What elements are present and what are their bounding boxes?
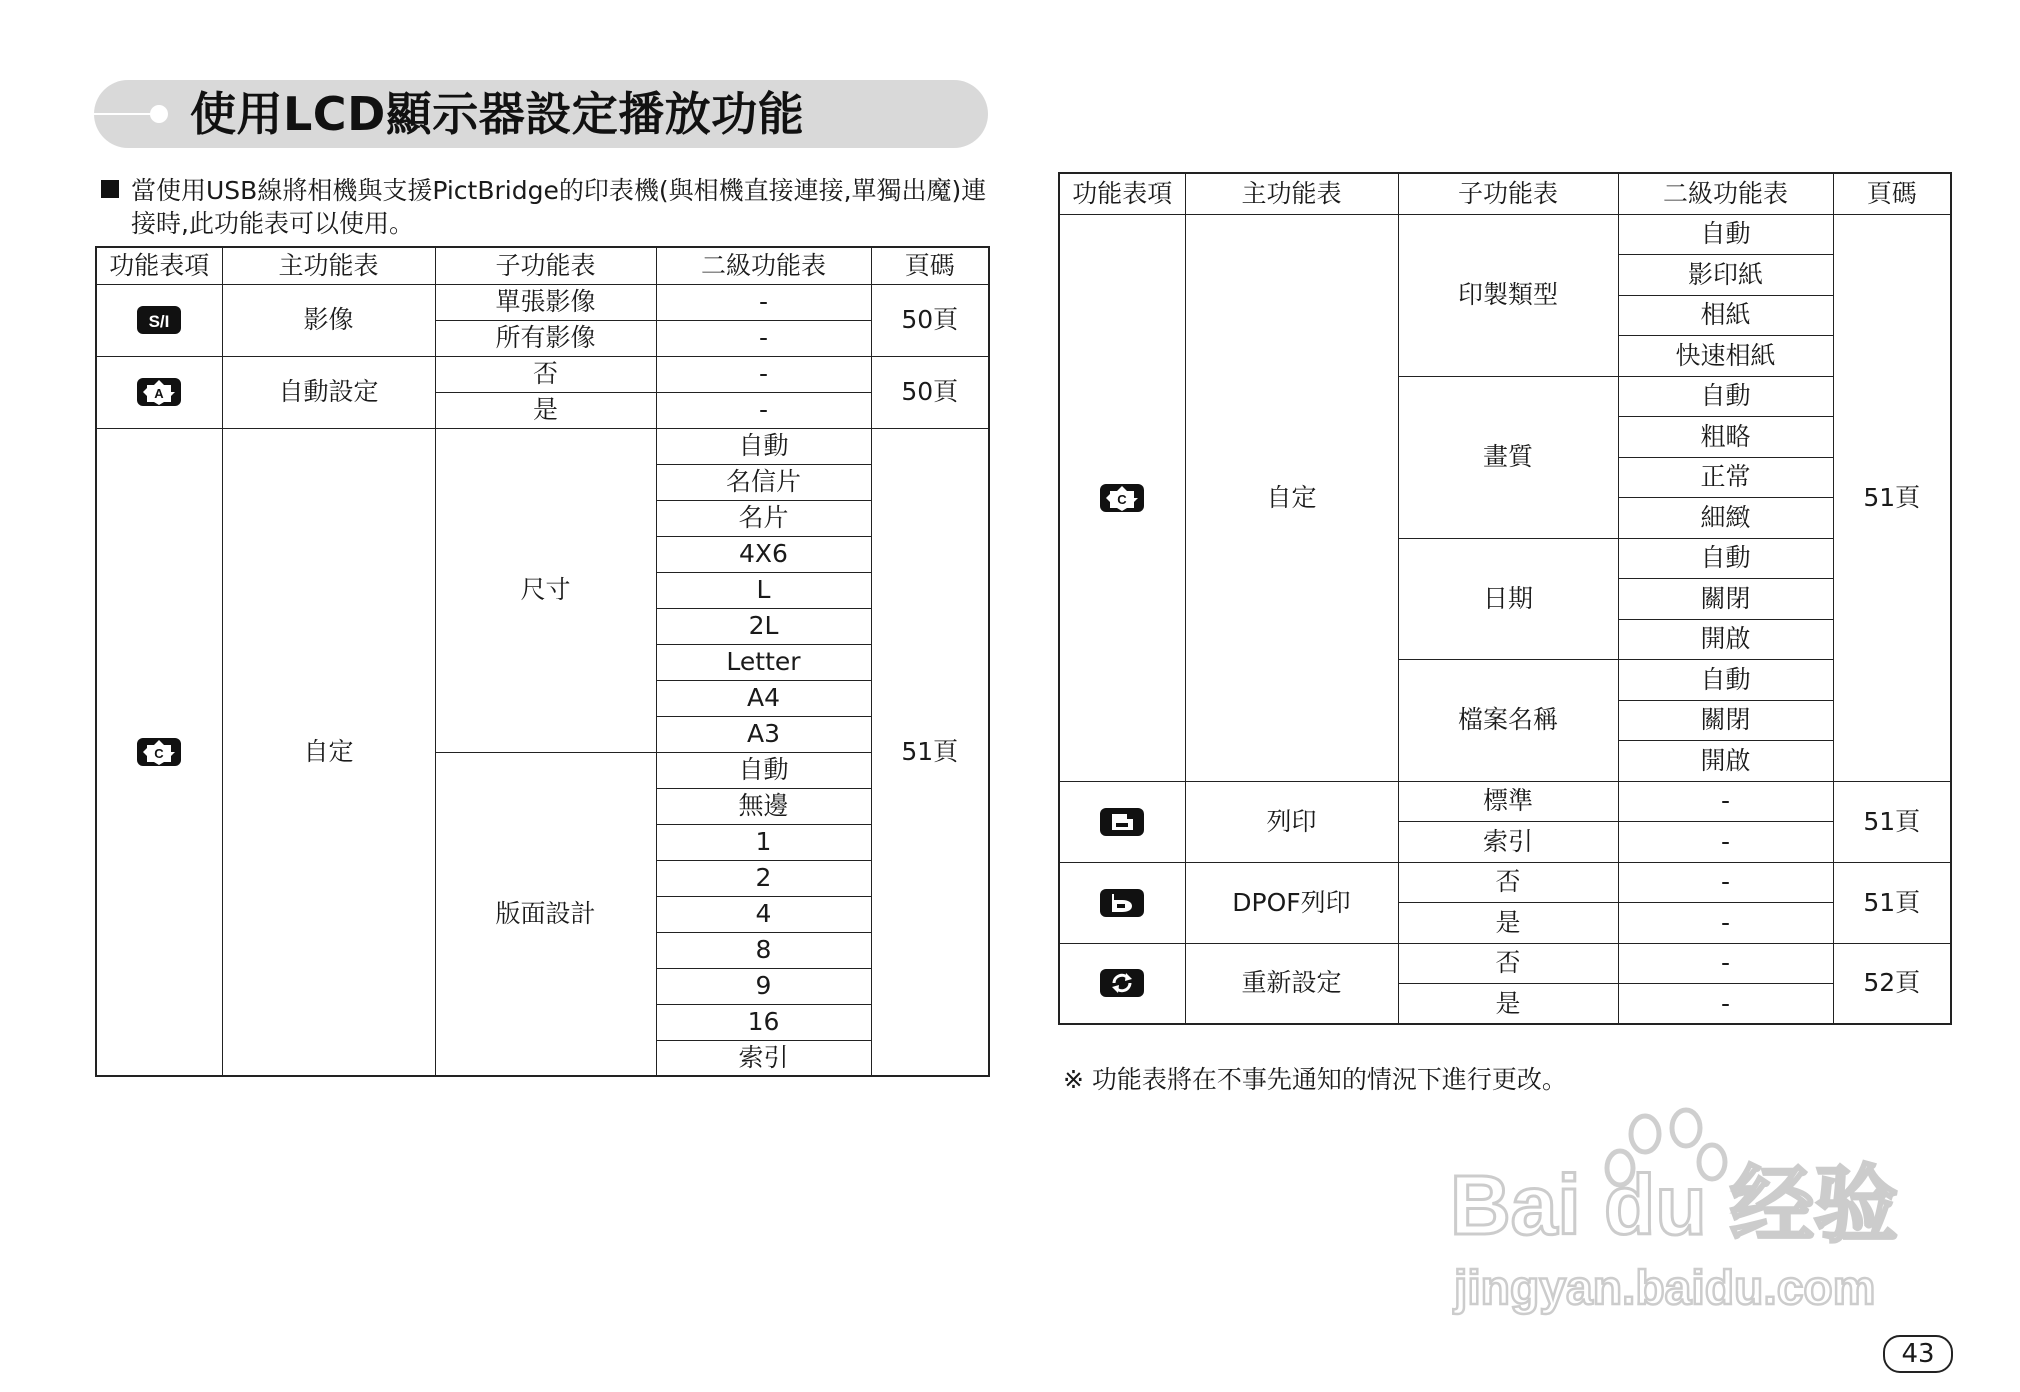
main-menu-cell: 重新設定 [1185, 943, 1398, 1024]
second-menu-cell: 粗略 [1618, 417, 1833, 458]
second-menu-cell: 1 [656, 824, 871, 860]
svg-text:C: C [1117, 491, 1127, 507]
second-menu-cell: - [1618, 984, 1833, 1025]
sub-menu-cell: 畫質 [1398, 376, 1618, 538]
main-menu-cell: 列印 [1185, 781, 1398, 862]
main-menu-cell: 自定 [222, 428, 435, 1076]
svg-text:A: A [154, 386, 164, 401]
baidu-watermark [1450, 1106, 1920, 1326]
second-menu-cell: 自動 [1618, 538, 1833, 579]
print-icon [1100, 808, 1144, 836]
table-row [96, 428, 989, 464]
second-menu-cell: - [1618, 822, 1833, 863]
sub-menu-cell: 是 [1398, 984, 1618, 1025]
second-menu-cell: 開啟 [1618, 619, 1833, 660]
sub-menu-cell: 是 [1398, 903, 1618, 944]
second-menu-cell: 自動 [656, 428, 871, 464]
header-main-menu: 主功能表 [1185, 173, 1398, 214]
second-menu-cell: - [1618, 781, 1833, 822]
second-menu-cell: 無邊 [656, 788, 871, 824]
right-menu-table [1058, 172, 1952, 1025]
reset-icon [1100, 969, 1144, 997]
header-sub-menu: 子功能表 [1398, 173, 1618, 214]
sub-menu-cell: 所有影像 [435, 320, 656, 356]
custom-setting-icon [137, 738, 181, 766]
second-menu-cell: 9 [656, 968, 871, 1004]
sub-menu-cell: 印製類型 [1398, 214, 1618, 376]
second-menu-cell: 索引 [656, 1040, 871, 1076]
header-second-menu: 二級功能表 [656, 247, 871, 284]
header-sub-menu: 子功能表 [435, 247, 656, 284]
table-row [1059, 214, 1951, 255]
second-menu-cell: - [1618, 862, 1833, 903]
second-menu-cell: 相紙 [1618, 295, 1833, 336]
banner-line [94, 113, 158, 115]
svg-text:Bai du 经验: Bai du 经验 [1450, 1158, 1899, 1252]
title-banner [94, 80, 988, 148]
second-menu-cell: - [656, 284, 871, 320]
bullet-square-icon [101, 180, 119, 198]
second-menu-cell: - [656, 320, 871, 356]
table-row [96, 284, 989, 320]
icon-cell [1059, 214, 1185, 781]
second-menu-cell: 2 [656, 860, 871, 896]
svg-text:C: C [154, 745, 164, 761]
second-menu-cell: 8 [656, 932, 871, 968]
second-menu-cell: 關閉 [1618, 579, 1833, 620]
page-cell: 50頁 [871, 356, 989, 428]
second-menu-cell: 細緻 [1618, 498, 1833, 539]
header-menu-item: 功能表項 [96, 247, 222, 284]
second-menu-cell: - [656, 392, 871, 428]
page-cell: 50頁 [871, 284, 989, 356]
left-menu-table [95, 246, 990, 1077]
si-icon [137, 306, 181, 334]
banner-dot [150, 105, 168, 123]
sub-menu-cell: 標準 [1398, 781, 1618, 822]
sub-menu-cell: 單張影像 [435, 284, 656, 320]
second-menu-cell: 快速相紙 [1618, 336, 1833, 377]
second-menu-cell: 4X6 [656, 536, 871, 572]
svg-text:jingyan.baidu.com: jingyan.baidu.com [1454, 1262, 1876, 1315]
icon-cell [1059, 862, 1185, 943]
intro-note [101, 174, 987, 240]
header-page: 頁碼 [1833, 173, 1951, 214]
page-cell: 51頁 [1833, 781, 1951, 862]
table-row [1059, 943, 1951, 984]
page-number: 43 [1883, 1335, 1953, 1373]
icon-cell [96, 356, 222, 428]
second-menu-cell: 自動 [1618, 660, 1833, 701]
dpof-icon [1100, 889, 1144, 917]
main-menu-cell: DPOF列印 [1185, 862, 1398, 943]
second-menu-cell: 關閉 [1618, 700, 1833, 741]
note-line-1: 當使用USB線將相機與支援PictBridge的印表機(與相機直接連接,單獨出魔)連 [131, 176, 987, 205]
sub-menu-cell: 否 [1398, 862, 1618, 903]
page-cell: 51頁 [871, 428, 989, 1076]
sub-menu-cell: 日期 [1398, 538, 1618, 660]
table-row [96, 356, 989, 392]
main-menu-cell: 自定 [1185, 214, 1398, 781]
second-menu-cell: 名片 [656, 500, 871, 536]
second-menu-cell: 4 [656, 896, 871, 932]
second-menu-cell: 2L [656, 608, 871, 644]
second-menu-cell: - [1618, 903, 1833, 944]
sub-menu-cell: 否 [435, 356, 656, 392]
page-cell: 52頁 [1833, 943, 1951, 1024]
second-menu-cell: 自動 [1618, 376, 1833, 417]
main-menu-cell: 自動設定 [222, 356, 435, 428]
sub-menu-cell: 尺寸 [435, 428, 656, 752]
second-menu-cell: 自動 [1618, 214, 1833, 255]
sub-menu-cell: 是 [435, 392, 656, 428]
icon-cell [96, 284, 222, 356]
icon-cell [1059, 781, 1185, 862]
second-menu-cell: 開啟 [1618, 741, 1833, 782]
second-menu-cell: 正常 [1618, 457, 1833, 498]
baidu-paw-logo-icon [1450, 1106, 1920, 1326]
page-title: 使用LCD顯示器設定播放功能 [190, 87, 805, 141]
note-line-2: 接時,此功能表可以使用。 [131, 209, 414, 238]
icon-cell [1059, 943, 1185, 1024]
second-menu-cell: - [1618, 943, 1833, 984]
second-menu-cell: 名信片 [656, 464, 871, 500]
second-menu-cell: Letter [656, 644, 871, 680]
second-menu-cell: - [656, 356, 871, 392]
page-cell: 51頁 [1833, 214, 1951, 781]
second-menu-cell: 16 [656, 1004, 871, 1040]
sub-menu-cell: 否 [1398, 943, 1618, 984]
second-menu-cell: 影印紙 [1618, 255, 1833, 296]
svg-text:S/I: S/I [148, 312, 170, 331]
header-main-menu: 主功能表 [222, 247, 435, 284]
auto-setting-icon [137, 378, 181, 406]
header-menu-item: 功能表項 [1059, 173, 1185, 214]
header-page: 頁碼 [871, 247, 989, 284]
main-menu-cell: 影像 [222, 284, 435, 356]
second-menu-cell: L [656, 572, 871, 608]
second-menu-cell: A4 [656, 680, 871, 716]
sub-menu-cell: 索引 [1398, 822, 1618, 863]
custom-setting-icon [1100, 484, 1144, 512]
table-row [1059, 781, 1951, 822]
header-second-menu: 二級功能表 [1618, 173, 1833, 214]
sub-menu-cell: 檔案名稱 [1398, 660, 1618, 782]
table-row [1059, 862, 1951, 903]
sub-menu-cell: 版面設計 [435, 752, 656, 1076]
footnote: ※ 功能表將在不事先通知的情況下進行更改。 [1063, 1065, 1567, 1094]
page-cell: 51頁 [1833, 862, 1951, 943]
table-header-row [1059, 173, 1951, 214]
icon-cell [96, 428, 222, 1076]
second-menu-cell: 自動 [656, 752, 871, 788]
table-header-row [96, 247, 989, 284]
second-menu-cell: A3 [656, 716, 871, 752]
